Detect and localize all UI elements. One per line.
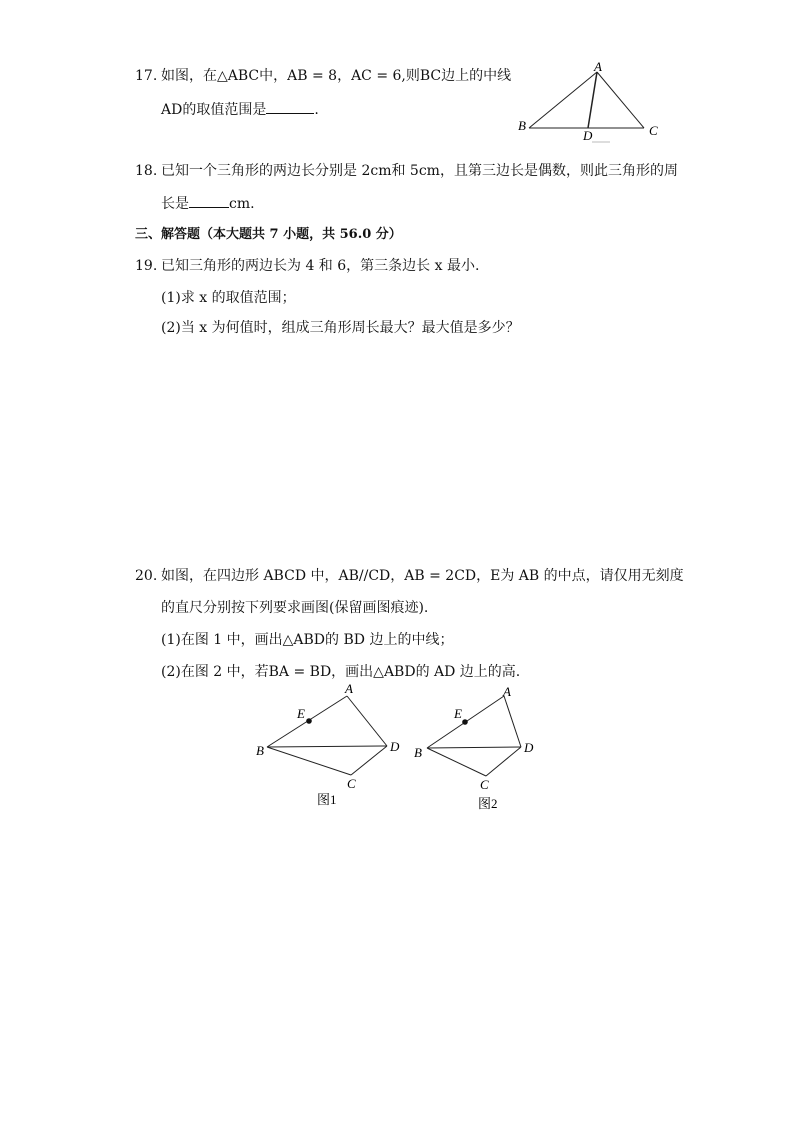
fig2-label-c: C [480, 777, 489, 792]
q20-figure-1 [250, 680, 410, 810]
q17-stem-line2 [161, 99, 319, 120]
q17-stem-line2-text: AD的取值范围是 [161, 102, 267, 118]
q17-side-ab [529, 72, 597, 128]
q17-answer-blank [266, 99, 314, 114]
fig2-side-bc [427, 748, 486, 776]
fig1-side-cd [351, 746, 387, 775]
fig1-label-c: C [347, 776, 356, 791]
q20-number: 20. [135, 568, 158, 584]
q17-triangle-figure [512, 60, 668, 146]
q20-stem-line1: 如图，在四边形 ABCD 中，AB//CD，AB = 2CD，E为 AB 的中点，请仅用无刻度 [161, 568, 684, 584]
q17-stem-line2-end: . [314, 102, 319, 118]
q18-answer-blank [189, 193, 229, 208]
q19-stem: 已知三角形的两边长为 4 和 6，第三条边长 x 最小. [161, 258, 480, 274]
fig2-label-e: E [454, 706, 462, 721]
fig2-diagonal-bd [427, 747, 521, 748]
q17-label-c: C [649, 123, 658, 138]
q17-side-ac [597, 72, 644, 128]
q19-number: 19. [135, 258, 158, 274]
q18-stem-line2-text: 长是 [161, 196, 189, 212]
section-3-heading: 三、解答题（本大题共 7 小题，共 56.0 分） [135, 227, 402, 242]
fig2-label-d: D [524, 740, 534, 755]
q20-sub1: (1)在图 1 中，画出△ABD的 BD 边上的中线； [161, 632, 454, 648]
q18-stem-line1: 已知一个三角形的两边长分别是 2cm和 5cm，且第三边长是偶数，则此三角形的周 [161, 163, 678, 179]
fig1-caption: 图1 [317, 792, 337, 807]
q18-unit: cm. [229, 196, 255, 212]
fig1-label-e: E [297, 706, 305, 721]
q19-sub2: (2)当 x 为何值时，组成三角形周长最大？最大值是多少？ [161, 320, 520, 336]
fig2-label-b: B [414, 745, 422, 760]
q17-number: 17. [135, 68, 158, 84]
fig2-side-cd [486, 747, 521, 776]
q20-stem-line2: 的直尺分别按下列要求画图(保留画图痕迹). [161, 600, 429, 616]
q17-median-ad [588, 72, 597, 128]
fig1-diagonal-bd [267, 746, 387, 747]
fig2-label-a: A [503, 684, 511, 699]
q18-stem-line2 [161, 193, 255, 214]
fig1-label-b: B [256, 743, 264, 758]
q18-number: 18. [135, 163, 158, 179]
fig1-side-ad [347, 696, 387, 746]
fig1-label-a: A [345, 681, 353, 696]
q17-stem-line1: 如图，在△ABC中，AB = 8，AC = 6,则BC边上的中线 [161, 68, 512, 84]
q17-label-a: A [594, 60, 602, 74]
q19-sub1: (1)求 x 的取值范围； [161, 290, 296, 306]
q17-label-b: B [518, 118, 526, 133]
fig1-point-e [306, 718, 312, 724]
fig2-side-ad [504, 696, 521, 747]
q17-label-d: D [583, 128, 593, 143]
fig2-caption: 图2 [478, 796, 498, 811]
fig2-point-e [462, 719, 468, 725]
q20-figure-2 [408, 680, 548, 815]
fig1-label-d: D [390, 739, 400, 754]
q20-sub2: (2)在图 2 中，若BA = BD，画出△ABD的 AD 边上的高. [161, 664, 521, 680]
fig1-side-bc [267, 747, 351, 775]
